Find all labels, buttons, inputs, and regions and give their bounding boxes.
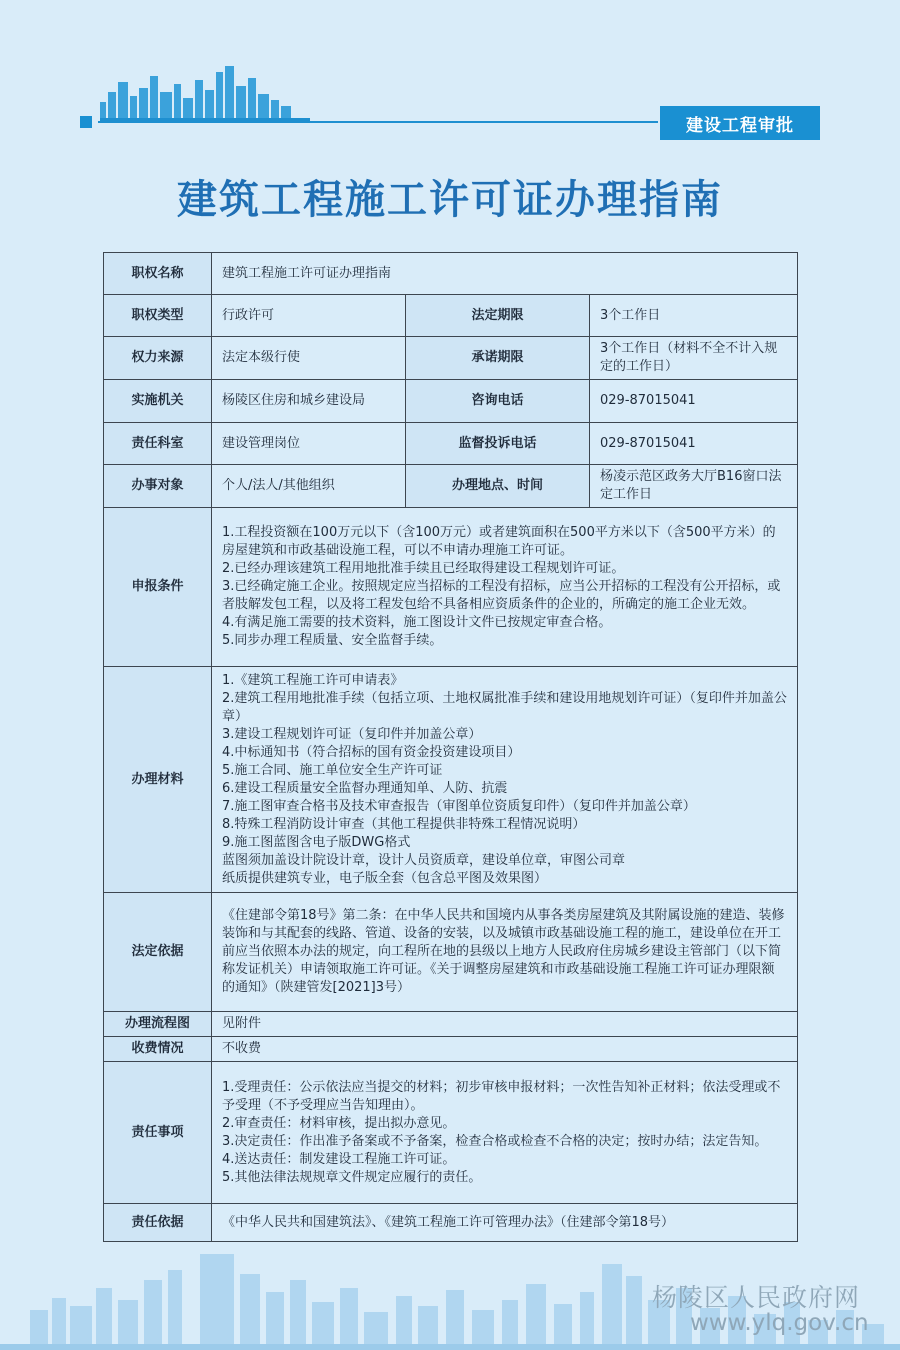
row-label: 办理材料 [104, 667, 212, 893]
row-label: 法定依据 [104, 893, 212, 1012]
row-value: 杨陵区住房和城乡建设局 [212, 380, 406, 423]
row-value-2: 3个工作日（材料不全不计入规定的工作日） [590, 337, 798, 380]
row-label: 实施机关 [104, 380, 212, 423]
row-value: 建设管理岗位 [212, 423, 406, 465]
row-label: 申报条件 [104, 508, 212, 667]
row-label: 责任依据 [104, 1204, 212, 1242]
watermark-url: www.ylq.gov.cn [690, 1310, 869, 1336]
table-row-agency [104, 380, 798, 423]
table-row-authority-type [104, 295, 798, 337]
row-label-2: 办理地点、时间 [406, 465, 590, 508]
row-value: 不收费 [212, 1037, 798, 1062]
row-label-2: 咨询电话 [406, 380, 590, 423]
table-row-department [104, 423, 798, 465]
row-label: 收费情况 [104, 1037, 212, 1062]
row-value: 行政许可 [212, 295, 406, 337]
header-square-marker [80, 116, 92, 128]
row-value: 法定本级行使 [212, 337, 406, 380]
header-skyline-graphic [100, 62, 310, 122]
row-value: 《中华人民共和国建筑法》、《建筑工程施工许可管理办法》（住建部令第18号） [212, 1204, 798, 1242]
watermark-site-name: 杨陵区人民政府网 [652, 1283, 861, 1312]
table-row-target [104, 465, 798, 508]
table-row-flow-chart [104, 1012, 798, 1037]
row-label-2: 监督投诉电话 [406, 423, 590, 465]
row-label: 权力来源 [104, 337, 212, 380]
table-row-fee [104, 1037, 798, 1062]
row-value: 个人/法人/其他组织 [212, 465, 406, 508]
legal-basis-text: 《住建部令第18号》第二条：在中华人民共和国境内从事各类房屋建筑及其附属设施的建造、装修装饰和与其配套的线路、管道、设备的安装，以及城镇市政基础设施工程的施工，建设单位在开工前应当依照本办法的规定，向工程所在地的县级以上地方人民政府住房城乡建设主管部门（以下简称发证机关）申请领取施工许可证。《关于调整房屋建筑和市政基础设施工程施工许可证办理限额的通知》（陕建管发[2021]3号） [212, 893, 798, 1012]
row-value: 见附件 [212, 1012, 798, 1037]
table-row-power-source [104, 337, 798, 380]
row-label: 职权名称 [104, 253, 212, 295]
category-tag: 建设工程审批 [660, 106, 820, 140]
row-label: 办事对象 [104, 465, 212, 508]
guide-table [103, 252, 798, 1242]
row-label: 办理流程图 [104, 1012, 212, 1037]
header-divider-line [98, 121, 658, 123]
conditions-text: 1.工程投资额在100万元以下（含100万元）或者建筑面积在500平方米以下（含500平方米）的房屋建筑和市政基础设施工程，可以不申请办理施工许可证。 2.已经办理该建筑工程用地批准手续且已经取得建设工程规划许可证。 3.已经确定施工企业。按照规定应当招标的工程没有招标，应当公开招标的工程没有公开招标，或者肢解发包工程，以及将工程发包给不具备相应资质条件的企业的，所确定的施工企业无效。 4.有满足施工需要的技术资料，施工图设计文件已按规定审查合格。 5.同步办理工程质量、安全监督手续。 [212, 508, 798, 667]
row-value-2: 029-87015041 [590, 380, 798, 423]
table-row-responsibilities [104, 1062, 798, 1204]
table-row-materials [104, 667, 798, 893]
row-value-2: 029-87015041 [590, 423, 798, 465]
table-row-authority-name [104, 253, 798, 295]
table-row-responsibility-basis [104, 1204, 798, 1242]
row-label-2: 承诺期限 [406, 337, 590, 380]
row-label: 责任科室 [104, 423, 212, 465]
table-row-conditions [104, 508, 798, 667]
row-label: 职权类型 [104, 295, 212, 337]
row-label-2: 法定期限 [406, 295, 590, 337]
row-value-2: 3个工作日 [590, 295, 798, 337]
materials-text: 1.《建筑工程施工许可申请表》 2.建筑工程用地批准手续（包括立项、土地权属批准手续和建设用地规划许可证）（复印件并加盖公章） 3.建设工程规划许可证（复印件并加盖公章） 4.中标通知书（符合招标的国有资金投资建设项目） 5.施工合同、施工单位安全生产许可证 6.建设工程质量安全监督办理通知单、人防、抗震 7.施工图审查合格书及技术审查报告（审图单位资质复印件）（复印件并加盖公章） 8.特殊工程消防设计审查（其他工程提供非特殊工程情况说明） 9.施工图蓝图含电子版DWG格式 蓝图须加盖设计院设计章，设计人员资质章，建设单位章，审图公司章 纸质提供建筑专业，电子版全套（包含总平图及效果图） [212, 667, 798, 893]
row-label: 责任事项 [104, 1062, 212, 1204]
responsibilities-text: 1.受理责任：公示依法应当提交的材料；初步审核申报材料；一次性告知补正材料；依法受理或不予受理（不予受理应当告知理由）。 2.审查责任：材料审核，提出拟办意见。 3.决定责任：作出准予备案或不予备案，检查合格或检查不合格的决定；按时办结；法定告知。 4.送达责任：制发建设工程施工许可证。 5.其他法律法规规章文件规定应履行的责任。 [212, 1062, 798, 1204]
table-row-legal-basis [104, 893, 798, 1012]
page-title: 建筑工程施工许可证办理指南 [177, 177, 723, 223]
row-value: 建筑工程施工许可证办理指南 [212, 253, 798, 295]
row-value-2: 杨凌示范区政务大厅B16窗口法定工作日 [590, 465, 798, 508]
